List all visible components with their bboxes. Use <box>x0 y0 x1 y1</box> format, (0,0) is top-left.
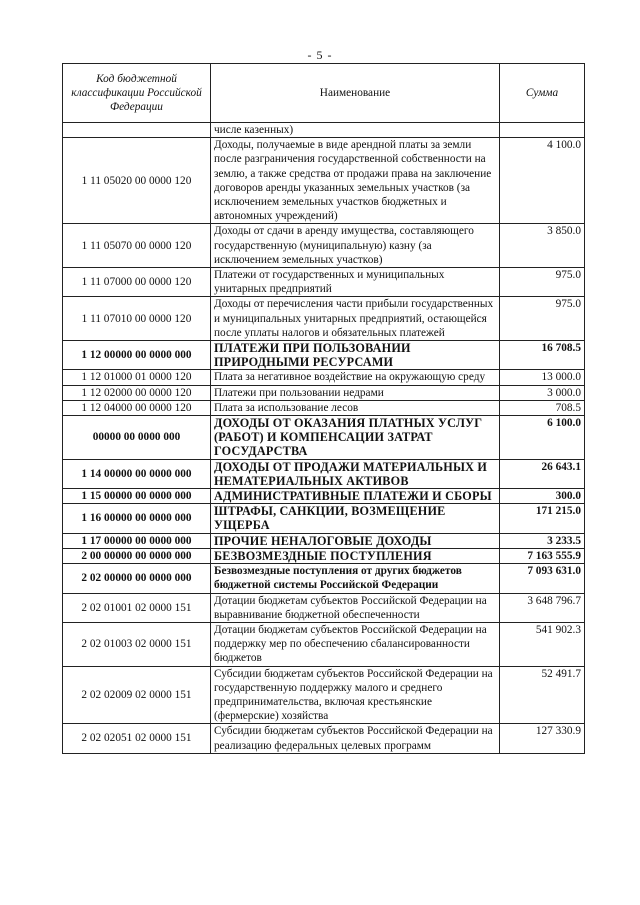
row-name: Плата за использование лесов <box>211 400 500 415</box>
row-sum: 26 643.1 <box>500 459 585 488</box>
row-code: 1 17 00000 00 0000 000 <box>63 533 211 548</box>
row-code: 1 12 01000 01 0000 120 <box>63 370 211 385</box>
table-row <box>63 400 585 415</box>
table-row <box>63 385 585 400</box>
row-code: 1 12 02000 00 0000 120 <box>63 385 211 400</box>
table-row <box>63 564 585 593</box>
row-name: ПРОЧИЕ НЕНАЛОГОВЫЕ ДОХОДЫ <box>211 533 500 548</box>
row-name: Доходы, получаемые в виде арендной платы за земли после разграничения государственной собственности на землю, а также средства от продажи права на заключение договоров аренды указанных земельных участков (за исключением земельных участков бюджетных и автономных учреждений) <box>211 138 500 224</box>
row-code: 00000 00 0000 000 <box>63 416 211 460</box>
row-sum: 3 000.0 <box>500 385 585 400</box>
table-header <box>63 64 585 123</box>
row-sum: 7 163 555.9 <box>500 548 585 563</box>
row-sum: 3 648 796.7 <box>500 593 585 622</box>
row-name: Платежи при пользовании недрами <box>211 385 500 400</box>
table-row <box>63 341 585 370</box>
table-row <box>63 666 585 724</box>
row-code: 1 11 07000 00 0000 120 <box>63 268 211 297</box>
row-code: 2 02 01001 02 0000 151 <box>63 593 211 622</box>
row-sum: 975.0 <box>500 268 585 297</box>
row-sum: 16 708.5 <box>500 341 585 370</box>
table-row <box>63 622 585 666</box>
row-code: 2 02 01003 02 0000 151 <box>63 622 211 666</box>
row-name: ДОХОДЫ ОТ ПРОДАЖИ МАТЕРИАЛЬНЫХ И НЕМАТЕРИАЛЬНЫХ АКТИВОВ <box>211 459 500 488</box>
row-name: Доходы от перечисления части прибыли государственных и муниципальных унитарных предприятий, остающейся после уплаты налогов и обязательных платежей <box>211 297 500 341</box>
row-name: Безвозмездные поступления от других бюджетов бюджетной системы Российской Федерации <box>211 564 500 593</box>
table-row <box>63 504 585 533</box>
row-sum <box>500 123 585 138</box>
row-code: 1 11 05070 00 0000 120 <box>63 224 211 268</box>
row-name: АДМИНИСТРАТИВНЫЕ ПЛАТЕЖИ И СБОРЫ <box>211 489 500 504</box>
row-code: 1 12 00000 00 0000 000 <box>63 341 211 370</box>
table-row <box>63 297 585 341</box>
row-name: Плата за негативное воздействие на окружающую среду <box>211 370 500 385</box>
row-name: Доходы от сдачи в аренду имущества, составляющего государственную (муниципальную) казну (за исключением земельных участков) <box>211 224 500 268</box>
table-row <box>63 593 585 622</box>
row-name: БЕЗВОЗМЕЗДНЫЕ ПОСТУПЛЕНИЯ <box>211 548 500 563</box>
table-row <box>63 533 585 548</box>
row-name: Субсидии бюджетам субъектов Российской Федерации на реализацию федеральных целевых программ <box>211 724 500 753</box>
row-sum: 708.5 <box>500 400 585 415</box>
row-code: 2 02 02009 02 0000 151 <box>63 666 211 724</box>
row-name: ШТРАФЫ, САНКЦИИ, ВОЗМЕЩЕНИЕ УЩЕРБА <box>211 504 500 533</box>
row-code: 1 14 00000 00 0000 000 <box>63 459 211 488</box>
header-sum: Сумма <box>500 64 585 123</box>
row-sum: 6 100.0 <box>500 416 585 460</box>
row-code: 1 16 00000 00 0000 000 <box>63 504 211 533</box>
row-sum: 3 850.0 <box>500 224 585 268</box>
page-number: - 5 - <box>307 48 333 62</box>
table-row <box>63 370 585 385</box>
row-sum: 13 000.0 <box>500 370 585 385</box>
row-sum: 3 233.5 <box>500 533 585 548</box>
header-name: Наименование <box>211 64 500 123</box>
header-code: Код бюджетной классификации Российской Федерации <box>63 64 211 123</box>
row-code: 1 15 00000 00 0000 000 <box>63 489 211 504</box>
row-sum: 171 215.0 <box>500 504 585 533</box>
row-code: 1 11 05020 00 0000 120 <box>63 138 211 224</box>
row-sum: 300.0 <box>500 489 585 504</box>
table-row <box>63 268 585 297</box>
row-name: Дотации бюджетам субъектов Российской Федерации на поддержку мер по обеспечению сбалансированности бюджетов <box>211 622 500 666</box>
row-code <box>63 123 211 138</box>
table-row <box>63 138 585 224</box>
row-name: Дотации бюджетам субъектов Российской Федерации на выравнивание бюджетной обеспеченности <box>211 593 500 622</box>
row-name: ДОХОДЫ ОТ ОКАЗАНИЯ ПЛАТНЫХ УСЛУГ (РАБОТ) И КОМПЕНСАЦИИ ЗАТРАТ ГОСУДАРСТВА <box>211 416 500 460</box>
row-sum: 127 330.9 <box>500 724 585 753</box>
table-row <box>63 416 585 460</box>
row-name: числе казенных) <box>211 123 500 138</box>
table-row <box>63 123 585 138</box>
row-code: 2 00 00000 00 0000 000 <box>63 548 211 563</box>
table-row <box>63 224 585 268</box>
row-name: ПЛАТЕЖИ ПРИ ПОЛЬЗОВАНИИ ПРИРОДНЫМИ РЕСУРСАМИ <box>211 341 500 370</box>
row-sum: 52 491.7 <box>500 666 585 724</box>
row-code: 1 11 07010 00 0000 120 <box>63 297 211 341</box>
row-sum: 7 093 631.0 <box>500 564 585 593</box>
row-sum: 4 100.0 <box>500 138 585 224</box>
table-row <box>63 459 585 488</box>
row-name: Субсидии бюджетам субъектов Российской Федерации на государственную поддержку малого и среднего предпринимательства, включая крестьянские (фермерские) хозяйства <box>211 666 500 724</box>
row-sum: 975.0 <box>500 297 585 341</box>
table-row <box>63 548 585 563</box>
row-code: 2 02 00000 00 0000 000 <box>63 564 211 593</box>
budget-table <box>62 63 585 754</box>
table-row <box>63 724 585 753</box>
table-row <box>63 489 585 504</box>
row-name: Платежи от государственных и муниципальных унитарных предприятий <box>211 268 500 297</box>
row-sum: 541 902.3 <box>500 622 585 666</box>
row-code: 2 02 02051 02 0000 151 <box>63 724 211 753</box>
row-code: 1 12 04000 00 0000 120 <box>63 400 211 415</box>
